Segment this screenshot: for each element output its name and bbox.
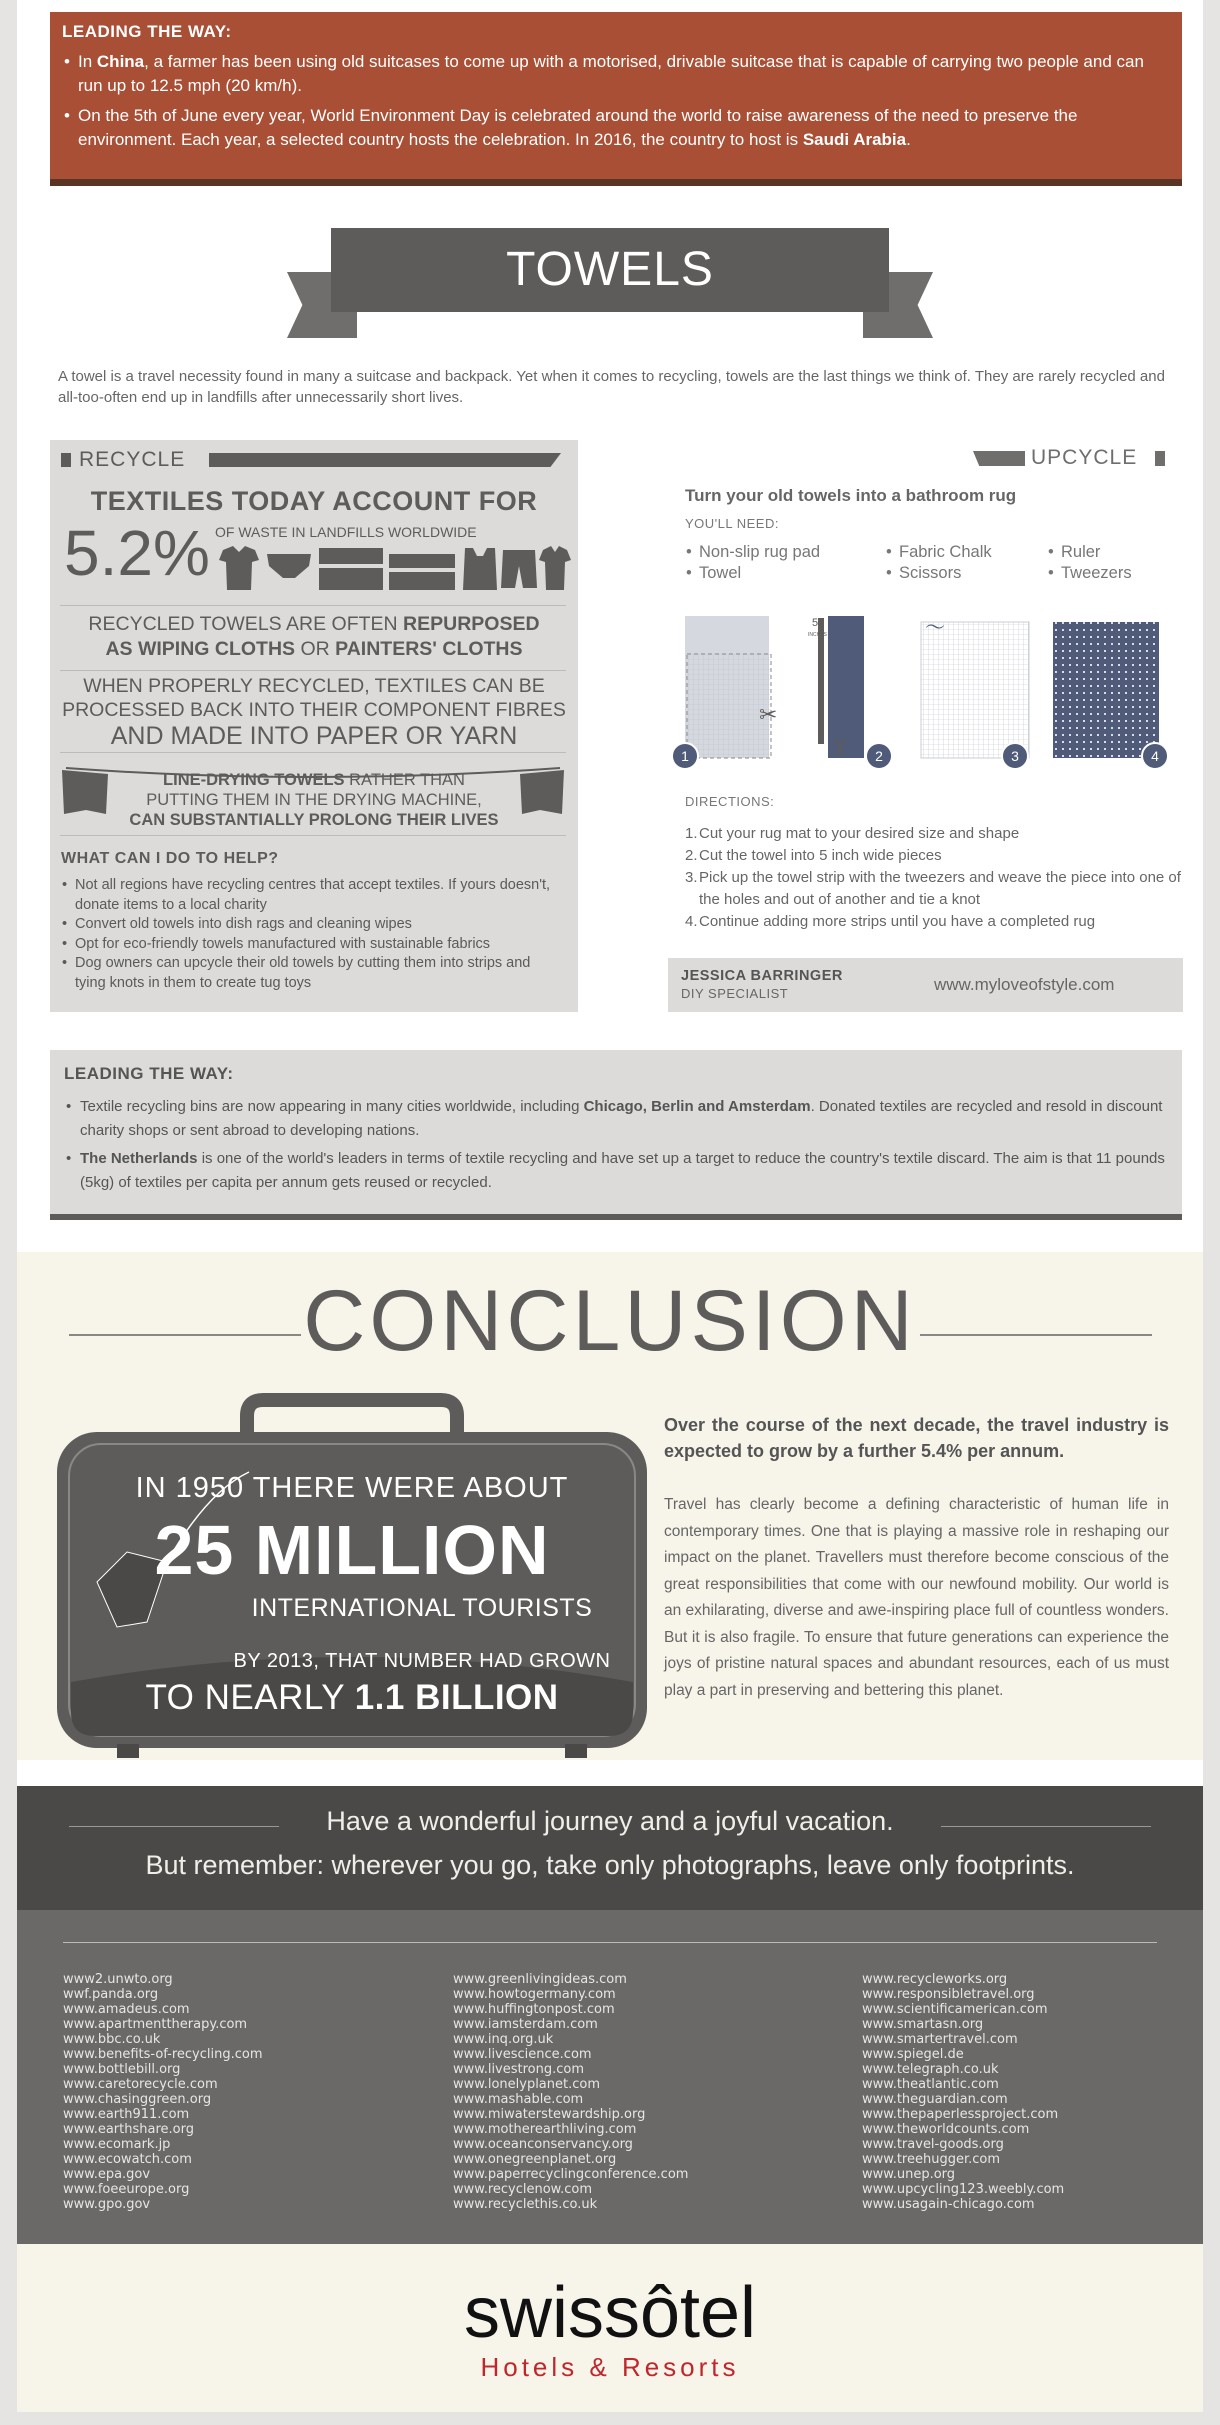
towel-icon (319, 568, 383, 590)
conclusion-body: Travel has clearly become a defining characteristic of human life in contemporary times. One that is playing a massive role in reshaping our impact on the planet. Travellers must therefore become conscious of the great responsibilities that come with our newfound mobility. Our world is an exhilarating, diverse and awe-inspiring place full of countless wonders. But it is also fragile. To ensure that future generations can experience the joys of pristine natural spaces and abundant resources, each of us must play a part in preserving and bettering this planet. (664, 1496, 1169, 1699)
directions-label: DIRECTIONS: (685, 794, 775, 809)
source-link[interactable]: www.earthshare.org (63, 2122, 194, 2137)
source-link[interactable]: www.recycleworks.org (862, 1972, 1008, 1987)
recycle-label: RECYCLE (79, 448, 186, 471)
list-item: • Convert old towels into dish rags and cleaning wipes (61, 915, 561, 935)
leading-item: • In China, a farmer has been using old suitcases to come up with a motorised, drivable suitcase that is capable of carrying two people and can run up to 12.5 mph (20 km/h). (62, 50, 1170, 98)
sources-column (453, 1972, 688, 2212)
journey-banner (17, 1786, 1203, 1910)
source-link[interactable]: www.theatlantic.com (862, 2077, 999, 2092)
source-link[interactable]: www.lonelyplanet.com (453, 2077, 601, 2092)
svg-text:4: 4 (1151, 748, 1159, 764)
source-link[interactable]: www.inq.org.uk (453, 2032, 554, 2047)
towel-icon (389, 554, 455, 568)
source-link[interactable]: www.caretorecycle.com (63, 2077, 218, 2092)
finished-rug-icon (1053, 622, 1159, 758)
source-link[interactable]: www2.unwto.org (63, 1972, 173, 1987)
rug-mesh-icon (921, 622, 1029, 758)
source-link[interactable]: www.huffingtonpost.com (453, 2002, 615, 2017)
source-link[interactable]: wwf.panda.org (63, 1987, 159, 2002)
source-link[interactable]: www.mashable.com (453, 2092, 584, 2107)
source-link[interactable]: www.onegreenplanet.org (453, 2152, 617, 2167)
divider (60, 835, 566, 836)
source-link[interactable]: www.howtogermany.com (453, 1987, 616, 2002)
source-link[interactable]: www.responsibletravel.org (862, 1987, 1035, 2002)
source-link[interactable]: www.epa.gov (63, 2167, 151, 2182)
waste-percentage: 5.2% (64, 517, 210, 589)
sources-section (17, 1910, 1203, 2244)
source-link[interactable]: www.smartertravel.com (862, 2032, 1018, 2047)
list-item: 3. Pick up the towel strip with the tweezers and weave the piece into one of the holes and out of another and tie a knot (685, 869, 1181, 908)
sources-column (862, 1972, 1064, 2212)
source-link[interactable]: www.spiegel.de (862, 2047, 964, 2062)
list-item: • Scissors (885, 563, 992, 584)
source-link[interactable]: www.livescience.com (453, 2047, 592, 2062)
svg-text:3: 3 (1011, 748, 1019, 764)
upcycle-title: Turn your old towels into a bathroom rug (685, 486, 1017, 505)
source-link[interactable]: www.paperrecyclingconference.com (453, 2167, 689, 2182)
leading-item: • On the 5th of June every year, World Environment Day is celebrated around the world to raise awareness of the need to preserve the environment. Each year, a selected country hosts the celebration. In 2016, the country to host is Saudi Arabia. (62, 104, 1170, 152)
tourists-1950-label: IN 1950 THERE WERE ABOUT (135, 1472, 569, 1504)
upcycle-label: UPCYCLE (1031, 446, 1138, 469)
step-badge (866, 743, 892, 769)
divider (60, 605, 566, 606)
logo-tagline: Hotels & Resorts (480, 2352, 740, 2382)
source-link[interactable]: www.oceanconservancy.org (453, 2137, 633, 2152)
growth-statement: Over the course of the next decade, the travel industry is expected to grow by a further 5.4% per annum. (664, 1415, 1169, 1461)
source-link[interactable]: www.recyclenow.com (453, 2182, 593, 2197)
clothing-icons (215, 544, 575, 594)
conclusion-section (17, 1252, 1203, 1760)
source-link[interactable]: www.bottlebill.org (63, 2062, 181, 2077)
list-item: • Ruler (1047, 542, 1132, 563)
help-list (61, 876, 561, 993)
journey-line-2: But remember: wherever you go, take only photographs, leave only footprints. (145, 1850, 1075, 1880)
tshirt-icon (219, 546, 259, 590)
author-box (668, 958, 1183, 1012)
source-link[interactable]: www.smartasn.org (862, 2017, 984, 2032)
leading-title: LEADING THE WAY: (64, 1064, 234, 1083)
supplies-column (685, 542, 820, 584)
source-link[interactable]: www.gpo.gov (63, 2197, 151, 2212)
conclusion-title: CONCLUSION (303, 1273, 917, 1369)
author-url: www.myloveofstyle.com (934, 975, 1115, 994)
tourists-2013-value: TO NEARLY 1.1 BILLION (145, 1678, 559, 1717)
author-name: JESSICA BARRINGER (681, 968, 843, 984)
source-link[interactable]: www.telegraph.co.uk (862, 2062, 999, 2077)
svg-text:1: 1 (681, 748, 689, 764)
list-item: 2. Cut the towel into 5 inch wide pieces (685, 847, 942, 864)
leading-the-way-middle (50, 1050, 1182, 1220)
leading-item: • The Netherlands is one of the world's leaders in terms of textile recycling and have set up a target to reduce the country's textile discard. The aim is that 11 pounds (5kg) of textiles per capita per annum gets reused or recycled. (64, 1147, 1168, 1195)
rug-steps-illustration (683, 614, 1183, 774)
shorts-icon (501, 550, 537, 588)
help-title: WHAT CAN I DO TO HELP? (61, 850, 279, 867)
source-link[interactable]: www.ecomark.jp (63, 2137, 171, 2152)
underwear-icon (267, 554, 311, 578)
textiles-headline: TEXTILES TODAY ACCOUNT FOR (90, 486, 538, 516)
source-link[interactable]: www.scientificamerican.com (862, 2002, 1048, 2017)
header-bar (209, 453, 561, 467)
scissors-icon: ✂ (759, 703, 778, 728)
leading-the-way-top (50, 12, 1182, 186)
source-link[interactable]: www.greenlivingideas.com (453, 1972, 627, 1987)
towel-icon (389, 572, 455, 590)
recycle-header (61, 450, 567, 470)
vest-icon (463, 548, 497, 590)
ruler-unit: INCHES (808, 632, 827, 638)
sources-column (63, 1972, 262, 2212)
source-link[interactable]: www.amadeus.com (63, 2002, 190, 2017)
ruler-label: 5 (812, 617, 819, 629)
divider (60, 752, 566, 753)
suitcase-graphic (57, 1382, 647, 1760)
source-link[interactable]: www.usagain-chicago.com (862, 2197, 1035, 2212)
section-title: TOWELS (331, 228, 889, 312)
list-item: • Opt for eco-friendly towels manufactured with sustainable fabrics (61, 935, 561, 955)
source-link[interactable]: www.travel-goods.org (862, 2137, 1004, 2152)
towels-ribbon (287, 228, 933, 344)
source-link[interactable]: www.ecowatch.com (63, 2152, 192, 2167)
upcycle-header (973, 448, 1173, 470)
list-item: 1. Cut your rug mat to your desired size and shape (685, 825, 1020, 842)
leading-item: • Textile recycling bins are now appearing in many cities worldwide, including Chicago, Berlin and Amsterdam. Donated textiles are recycled and resold in discount charity shops or sent abroad to developing nations. (64, 1095, 1168, 1143)
supplies-column (1047, 542, 1132, 584)
towels-intro: A towel is a travel necessity found in many a suitcase and backpack. Yet when it comes to recycling, towels are the last things we think of. They are rarely recycled and all-too-often end up in landfills after unnecessarily short lives. (58, 368, 1165, 406)
source-link[interactable]: www.theworldcounts.com (862, 2122, 1030, 2137)
tourists-label: INTERNATIONAL TOURISTS (251, 1594, 593, 1622)
tshirt-icon (539, 546, 571, 590)
source-link[interactable]: www.iamsterdam.com (453, 2017, 598, 2032)
tweezers-icon: 〜 (925, 617, 945, 639)
towel-icon (319, 548, 383, 564)
line-drying-fact: LINE-DRYING TOWELS RATHER THAN PUTTING THEM IN THE DRYING MACHINE, CAN SUBSTANTIALLY PROLONG THEIR LIVES (129, 771, 499, 829)
yarn-fact: WHEN PROPERLY RECYCLED, TEXTILES CAN BE PROCESSED BACK INTO THEIR COMPONENT FIBRES AND MADE INTO PAPER OR YARN (62, 675, 566, 750)
source-link[interactable]: www.bbc.co.uk (63, 2032, 161, 2047)
step-badge (1002, 743, 1028, 769)
directions-list (685, 823, 1185, 933)
list-item: • Non-slip rug pad (685, 542, 820, 563)
header-marker (1155, 451, 1165, 466)
source-link[interactable]: www.thepaperlessproject.com (862, 2107, 1059, 2122)
source-link[interactable]: www.upcycling123.weebly.com (862, 2182, 1065, 2197)
source-link[interactable]: www.unep.org (862, 2167, 956, 2182)
scissors-icon: ✂ (825, 738, 853, 759)
supplies-column (885, 542, 992, 584)
author-role: DIY SPECIALIST (681, 986, 789, 1001)
source-link[interactable]: www.foeeurope.org (63, 2182, 190, 2197)
source-link[interactable]: www.earth911.com (63, 2107, 190, 2122)
source-link[interactable]: www.treehugger.com (862, 2152, 1001, 2167)
source-link[interactable]: www.miwaterstewardship.org (453, 2107, 646, 2122)
waste-label: OF WASTE IN LANDFILLS WORLDWIDE (215, 524, 477, 540)
brand-footer (17, 2244, 1203, 2412)
repurposed-fact: RECYCLED TOWELS ARE OFTEN REPURPOSED AS WIPING CLOTHS OR PAINTERS' CLOTHS (88, 613, 540, 660)
tourists-1950-value: 25 MILLION (154, 1511, 550, 1589)
svg-text:2: 2 (875, 748, 883, 764)
leading-title: LEADING THE WAY: (62, 22, 232, 41)
list-item: • Tweezers (1047, 563, 1132, 584)
tourists-2013-label: BY 2013, THAT NUMBER HAD GROWN (233, 1650, 611, 1672)
source-link[interactable]: www.recyclethis.co.uk (453, 2197, 598, 2212)
journey-line-1: Have a wonderful journey and a joyful vacation. (326, 1806, 894, 1836)
sources-rule (63, 1942, 1157, 1943)
recycle-panel (50, 440, 578, 1012)
towel-strip-icon (828, 616, 864, 758)
header-bar (973, 451, 1025, 466)
step-badge (672, 743, 698, 769)
swissotel-logo: swissôtel (463, 2273, 757, 2353)
infographic-sheet (17, 0, 1203, 2412)
divider (60, 670, 566, 671)
list-item: 4. Continue adding more strips until you have a completed rug (685, 913, 1096, 930)
list-item: • Not all regions have recycling centres that accept textiles. If yours doesn't, donate items to a local charity (61, 876, 561, 915)
list-item: • Towel (685, 563, 820, 584)
source-link[interactable]: www.motherearthliving.com (453, 2122, 637, 2137)
source-link[interactable]: www.apartmenttherapy.com (63, 2017, 248, 2032)
you-need-label: YOU'LL NEED: (685, 516, 779, 531)
source-link[interactable]: www.theguardian.com (862, 2092, 1008, 2107)
list-item: • Fabric Chalk (885, 542, 992, 563)
list-item: • Dog owners can upcycle their old towels by cutting them into strips and tying knots in them to create tug toys (61, 954, 561, 993)
source-link[interactable]: www.benefits-of-recycling.com (63, 2047, 263, 2062)
source-link[interactable]: www.livestrong.com (453, 2062, 585, 2077)
step-badge (1142, 743, 1168, 769)
header-marker (61, 453, 71, 467)
source-link[interactable]: www.chasinggreen.org (63, 2092, 212, 2107)
